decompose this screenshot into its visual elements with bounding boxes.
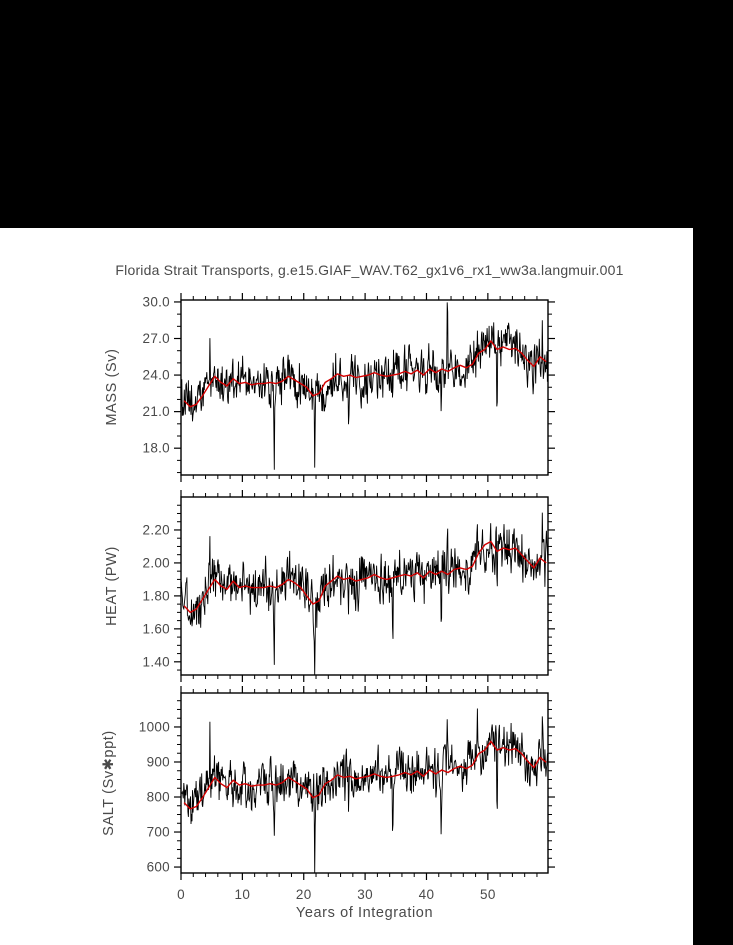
y-tick-label: 21.0	[142, 404, 170, 420]
y-tick-label: 1.80	[142, 588, 170, 604]
x-tick-label: 50	[480, 887, 496, 902]
x-tick-label: 20	[295, 887, 312, 902]
x-tick-label: 10	[234, 887, 251, 902]
x-tick-label: 0	[177, 887, 185, 902]
x-tick-label: 30	[357, 887, 373, 902]
y-tick-label: 800	[146, 789, 170, 805]
salt-transport-monthly-series-line	[181, 709, 548, 873]
mass-transport-monthly-series-line	[181, 302, 548, 469]
y-tick-label: 1.40	[142, 654, 170, 670]
chart-title: Florida Strait Transports, g.e15.GIAF_WAV.T62_gx1v6_rx1_ww3a.langmuir.001	[115, 262, 624, 278]
y-tick-label: 700	[146, 824, 170, 840]
x-axis-label: Years of Integration	[295, 905, 434, 921]
y-tick-label: 30.0	[142, 294, 170, 310]
y-axis-label-heat: HEAT (PW)	[104, 546, 120, 626]
y-tick-label: 18.0	[142, 440, 170, 456]
x-tick-label: 40	[418, 887, 435, 902]
y-tick-label: 600	[146, 859, 170, 875]
y-tick-label: 1.60	[142, 621, 170, 637]
heat-transport-monthly-series-line	[181, 513, 548, 675]
y-tick-label: 900	[146, 754, 170, 770]
y-axis-label-mass: MASS (Sv)	[104, 348, 120, 426]
y-tick-label: 24.0	[142, 367, 170, 383]
y-tick-label: 2.00	[142, 555, 170, 571]
y-tick-label: 27.0	[142, 331, 170, 347]
y-axis-label-salt: SALT (Sv✱ppt)	[101, 730, 117, 836]
y-tick-label: 2.20	[142, 522, 170, 538]
y-tick-label: 1000	[138, 719, 170, 735]
